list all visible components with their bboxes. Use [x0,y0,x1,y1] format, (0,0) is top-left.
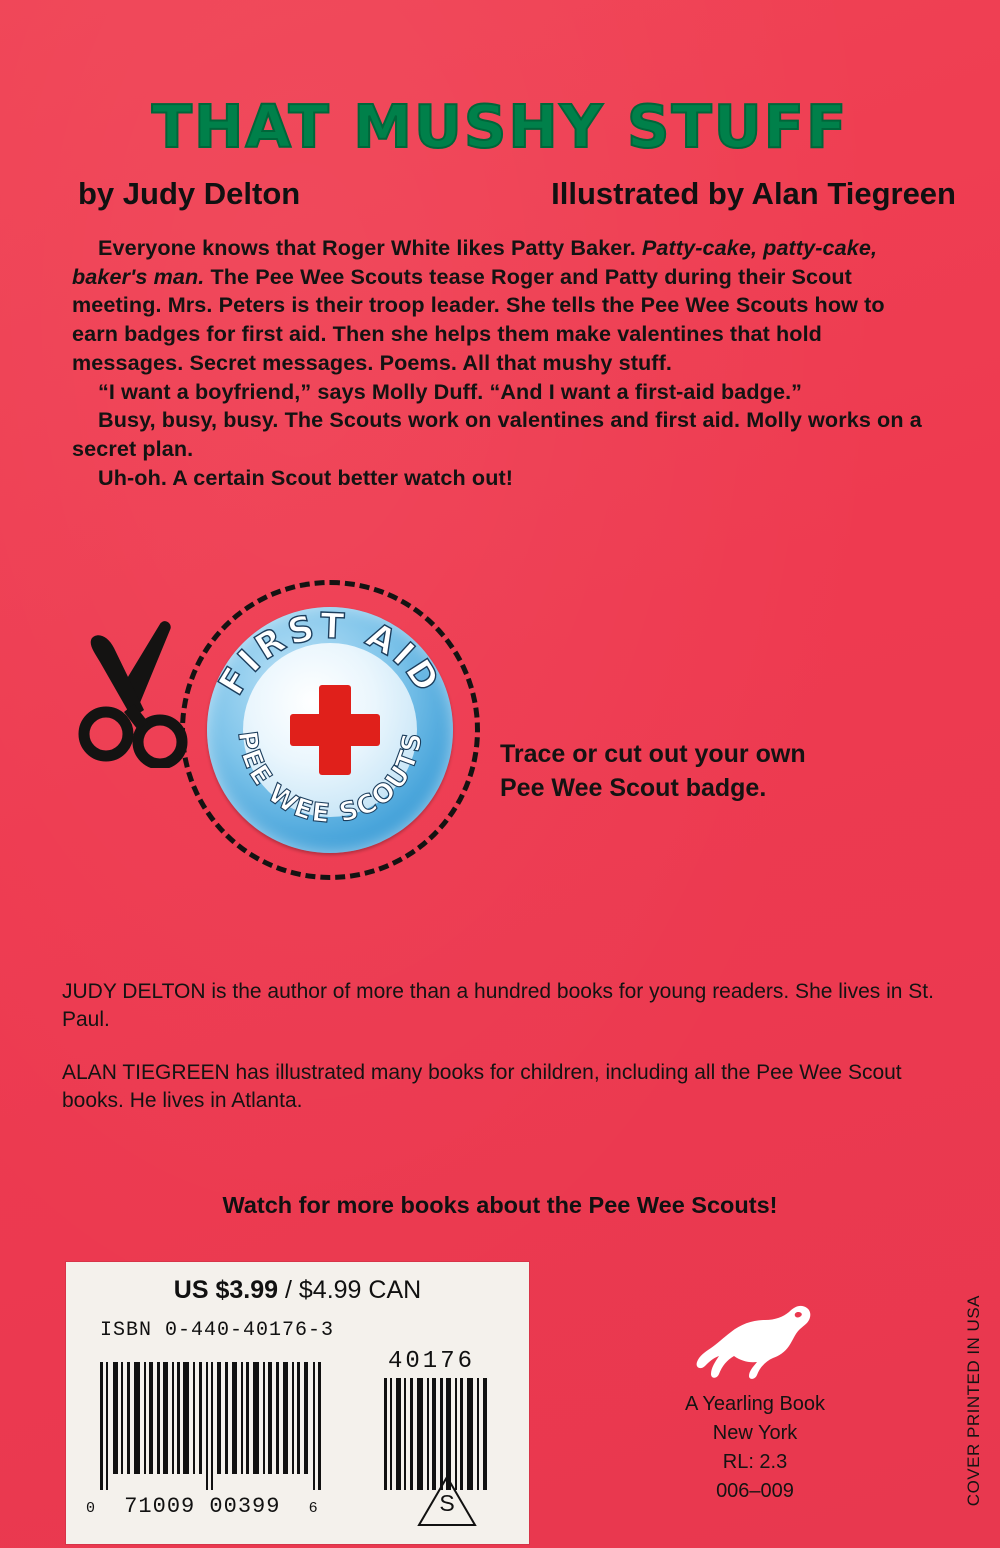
barcode-block [66,1262,529,1544]
addon-digits: 40176 [388,1348,476,1375]
ean-digits [86,1494,376,1519]
s-triangle-mark [416,1474,478,1528]
badge-disc [207,607,453,853]
page-title: THAT MUSHY STUFF [151,92,849,161]
printed-in-usa-text: COVER PRINTED IN USA [964,1294,983,1506]
ean-left-digit: 0 [86,1500,97,1517]
imprint-line-3: RL: 2.3 [722,1451,788,1473]
badge-caption-line-1: Trace or cut out your own [500,740,806,768]
ean-barcode [100,1362,325,1490]
badge-area [0,560,1000,900]
blurb-paragraph-1 [72,234,934,378]
imprint-line-4: 006–009 [716,1480,794,1502]
blurb-text-1b: The Pee Wee Scouts tease Roger and Patty during their Scout meeting. Mrs. Peters is their troop leader. She tells the Pee Wee Scouts how to earn badges for first aid. Then she helps them make valentines that hold messages. Secret messages. Poems. All that mushy stuff. [72,263,885,375]
author-bios [62,978,962,1139]
price-us: US $3.99 [173,1276,279,1304]
series-promo: Watch for more books about the Pee Wee Scouts! [222,1192,778,1218]
blurb-paragraph-2: “I want a boyfriend,” says Molly Duff. “And I want a first-aid badge.” [98,378,803,404]
author-credit: by Judy Delton [78,176,301,211]
ean-main-digits: 71009 00399 [124,1494,281,1519]
illustrator-credit: Illustrated by Alan Tiegreen [551,176,956,211]
bio-author: JUDY DELTON is the author of more than a hundred books for young readers. She lives in St. Paul. [62,980,934,1032]
blurb-italic: Patty-cake, patty-cake, baker's man. [72,235,878,289]
bio-illustrator: ALAN TIEGREEN has illustrated many books for children, including all the Pee Wee Scout books. He lives in Atlanta. [62,1060,902,1113]
price-line [66,1276,529,1305]
first-aid-badge [180,580,480,880]
ean-right-digit: 6 [308,1500,319,1517]
blurb-paragraph-3: Busy, busy, busy. The Scouts work on valentines and first aid. Molly works on a secret plan. [72,407,922,462]
imprint-line-1: A Yearling Book [684,1393,826,1415]
isbn-text: ISBN 0-440-40176-3 [100,1319,335,1342]
badge-top-label: FIRST AID [211,607,449,703]
price-can: / $4.99 CAN [278,1276,422,1304]
blurb-paragraph-4: Uh-oh. A certain Scout better watch out! [98,464,514,490]
blurb [72,234,934,492]
badge-bottom-label: PEE WEE SCOUTS [231,729,429,830]
badge-caption-line-2: Pee Wee Scout badge. [500,773,767,802]
blurb-text-1a: Everyone knows that Roger White likes Patty Baker. [98,235,642,260]
s-mark-label: S [439,1490,455,1516]
credits-row [60,176,960,212]
badge-caption [500,738,806,806]
leaping-horse-icon [689,1300,821,1382]
svg-text:FIRST AID [212,607,449,702]
imprint-line-2: New York [712,1422,798,1444]
imprint-block [640,1300,870,1506]
svg-text:PEE WEE SCOUTS [231,729,428,829]
badge-text [207,607,453,853]
